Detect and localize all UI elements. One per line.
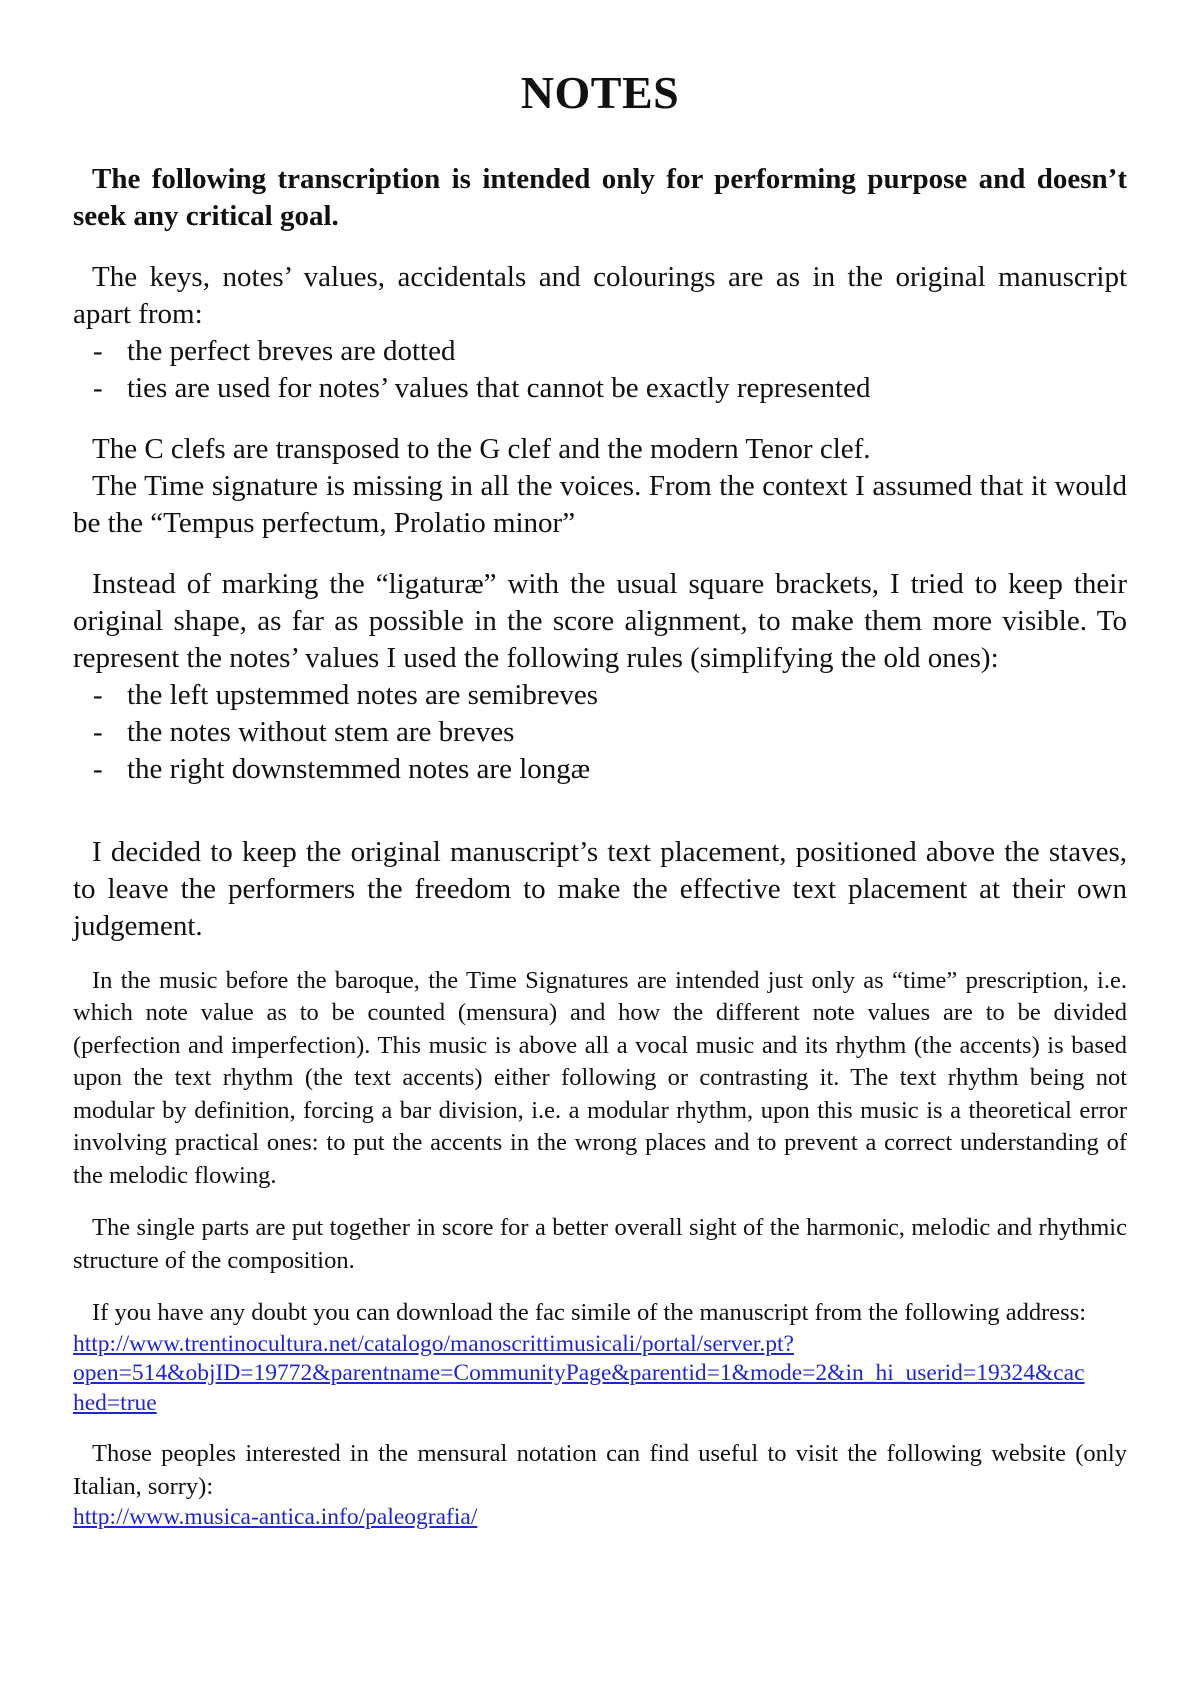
- manuscript-link-line[interactable]: http://www.trentinocultura.net/catalogo/manoscrittimusicali/portal/server.pt?: [73, 1330, 794, 1357]
- score-paragraph: The single parts are put together in score for a better overall sight of the harmonic, melodic and rhythmic structure of the composition.: [73, 1214, 1127, 1274]
- manuscript-link[interactable]: [73, 1330, 1123, 1419]
- list-dash: -: [93, 752, 103, 785]
- mensural-paragraph: Those peoples interested in the mensural notation can find useful to visit the following website (only Italian, sorry):: [73, 1440, 1127, 1500]
- list-dash: -: [93, 334, 103, 367]
- time-signature-paragraph: The Time signature is missing in all the voices. From the context I assumed that it would be the “Tempus perfectum, Prolatio minor”: [73, 469, 1127, 539]
- manuscript-link-line[interactable]: open=514&objID=19772&parentname=CommunityPage&parentid=1&mode=2&in_hi_userid=19324&cac: [73, 1360, 1085, 1387]
- manuscript-link-line[interactable]: hed=true: [73, 1389, 157, 1416]
- list-dash: -: [93, 678, 103, 711]
- list-item: - the perfect breves are dotted: [73, 333, 1127, 370]
- text-placement-paragraph: I decided to keep the original manuscript’s text placement, positioned above the staves, to leave the performers the freedom to make the effective text placement at their own judgement.: [73, 835, 1127, 942]
- time-signatures-paragraph: In the music before the baroque, the Time Signatures are intended just only as “time” prescription, i.e. which note value as to be counted (mensura) and how the different note values are to be divided (perfection and imperfection). This music is above all a vocal music and its rhythm (the accents) is based upon the text rhythm (the text accents) either following or contrasting it. The text rhythm being not modular by definition, forcing a bar division, i.e. a modular rhythm, upon this music is a theoretical error involving practical ones: to put the accents in the wrong places and to prevent a correct understanding of the melodic flowing.: [73, 966, 1127, 1189]
- download-paragraph: If you have any doubt you can download the fac simile of the manuscript from the following address:: [92, 1299, 1087, 1327]
- paleografia-link[interactable]: http://www.musica-antica.info/paleografia/: [73, 1504, 478, 1531]
- page-title: NOTES: [520, 67, 680, 118]
- list-item: - the left upstemmed notes are semibreves: [73, 677, 1127, 714]
- list-dash: -: [93, 371, 103, 404]
- list-item: - ties are used for notes’ values that cannot be exactly represented: [73, 370, 1127, 407]
- list-dash: -: [93, 715, 103, 748]
- clefs-paragraph: The C clefs are transposed to the G clef and the modern Tenor clef.: [92, 432, 871, 465]
- intro-paragraph: The following transcription is intended only for performing purpose and doesn’t seek any critical goal.: [73, 162, 1127, 232]
- list-item: - the notes without stem are breves: [73, 714, 1127, 751]
- exceptions-list: [73, 333, 1127, 407]
- keys-paragraph: The keys, notes’ values, accidentals and colourings are as in the original manuscript apart from:: [73, 260, 1127, 330]
- list-item: - the right downstemmed notes are longæ: [73, 751, 1127, 788]
- ligatures-paragraph: Instead of marking the “ligaturæ” with the usual square brackets, I tried to keep their original shape, as far as possible in the score alignment, to make them more visible. To represent the notes’ values I used the following rules (simplifying the old ones):: [73, 567, 1127, 674]
- note-values-list: [73, 677, 1127, 788]
